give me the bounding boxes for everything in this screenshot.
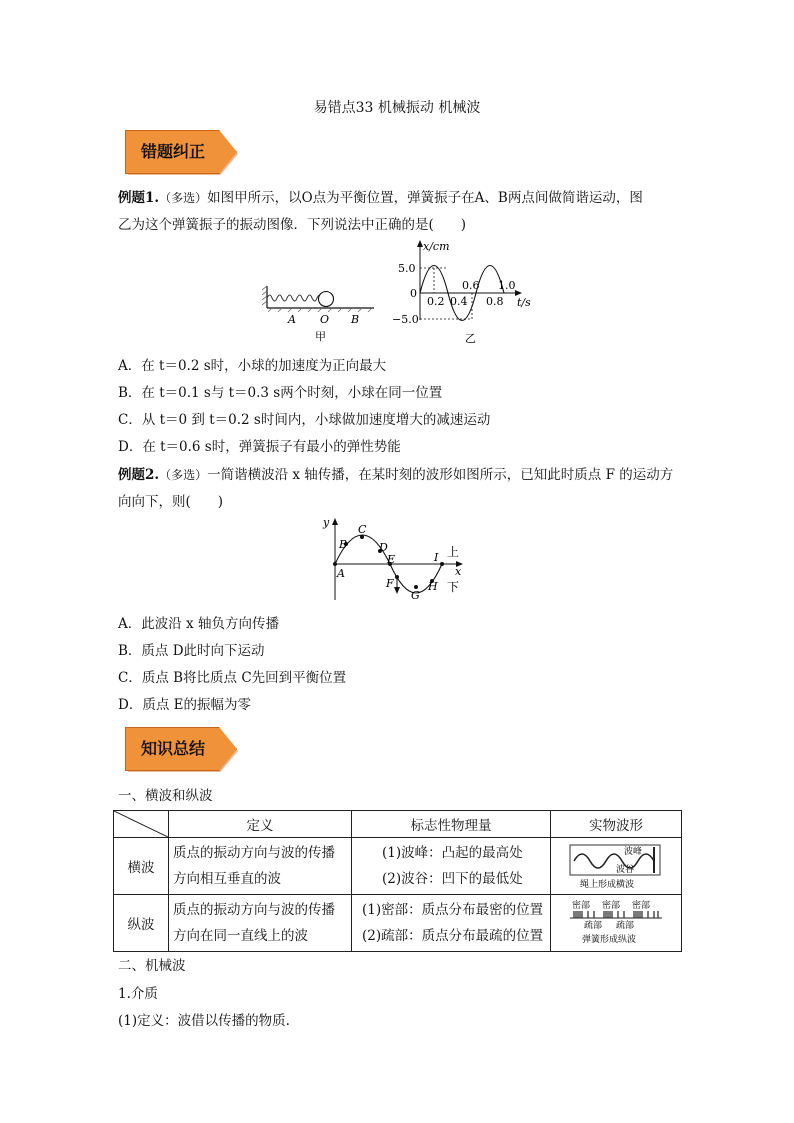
definition-line: 质点的振动方向与波的传播 (173, 902, 335, 918)
transverse-wave-image (551, 838, 682, 895)
point-C: C (358, 523, 367, 536)
point-H: H (428, 580, 438, 593)
example2-label: 例题2. (118, 467, 160, 483)
table-header-row (114, 811, 682, 838)
definition-line: 方向在同一直线上的波 (173, 928, 308, 944)
header-quantity: 标志性物理量 (352, 811, 551, 838)
definition-line: 方向相互垂直的波 (173, 871, 281, 887)
caption-rope-wave: 绳上形成横波 (580, 880, 635, 890)
example2-option-b: B．质点 D此时向下运动 (118, 643, 265, 659)
example2-option-a: A．此波沿 x 轴负方向传播 (118, 616, 279, 632)
banner-knowledge-summary (125, 727, 235, 769)
subsection-medium: 1.介质 (118, 986, 158, 1002)
point-I: I (434, 551, 439, 564)
label-B: B (351, 313, 360, 326)
transverse-wave-figure (320, 514, 470, 602)
example1-label: 例题1. (118, 190, 160, 206)
label-dense: 密部 (572, 901, 591, 911)
section-transverse-longitudinal: 一、横波和纵波 (118, 788, 213, 804)
medium-definition: (1)定义：波借以传播的物质. (118, 1013, 290, 1029)
label-trough: 波谷 (616, 865, 635, 875)
vibration-graph (390, 238, 540, 346)
example1-option-c: C．从 t＝0 到 t＝0.2 s时间内，小球做加速度增大的减速运动 (118, 412, 491, 428)
label-sparse: 疏部 (584, 921, 603, 931)
point-F: F (386, 577, 394, 590)
y-tick-origin: 0 (410, 287, 417, 300)
example2-option-d: D．质点 E的振幅为零 (118, 697, 251, 713)
quantity-line: (1)密部：质点分布最密的位置 (362, 902, 544, 918)
example2-option-c: C．质点 B将比质点 C先回到平衡位置 (118, 670, 347, 686)
page-title: 易错点33 机械振动 机械波 (313, 100, 481, 116)
y-tick-top: 5.0 (398, 262, 416, 275)
row-name-longitudinal: 纵波 (114, 895, 169, 952)
example1-line2: 乙为这个弹簧振子的振动图像．下列说法中正确的是( ) (118, 217, 467, 233)
label-down: 下 (447, 580, 460, 594)
example2-tag: （多选） (159, 468, 208, 482)
diagonal-header-cell (114, 811, 169, 838)
label-up: 上 (447, 545, 460, 559)
point-A: A (337, 567, 345, 580)
wave-comparison-table (113, 810, 682, 952)
x-axis-label: t/s (517, 296, 531, 309)
example1-option-d: D．在 t＝0.6 s时，弹簧振子有最小的弹性势能 (118, 439, 401, 455)
banner-label: 错题纠正 (141, 142, 206, 161)
example1-option-b: B．在 t＝0.1 s与 t＝0.3 s两个时刻，小球在同一位置 (118, 385, 443, 401)
example2-line2: 向向下，则( ) (118, 494, 224, 510)
t-tick-1.0: 1.0 (498, 279, 516, 292)
label-dense: 密部 (602, 901, 621, 911)
label-A: A (288, 313, 296, 326)
wave-x-label: x (455, 565, 462, 578)
longitudinal-wave-image (551, 895, 682, 952)
table-row (114, 838, 682, 895)
t-tick-0.6: 0.6 (462, 279, 480, 292)
quantity-cell (352, 895, 551, 952)
header-definition: 定义 (169, 811, 352, 838)
point-E: E (387, 553, 396, 566)
definition-cell (169, 838, 352, 895)
label-sparse: 疏部 (616, 921, 635, 931)
header-waveform: 实物波形 (551, 811, 682, 838)
t-tick-0.2: 0.2 (427, 295, 445, 308)
example1-tag: （多选） (159, 191, 208, 205)
quantity-line: (1)波峰：凸起的最高处 (382, 845, 523, 861)
wave-y-label: y (323, 516, 330, 529)
point-G: G (411, 589, 420, 602)
definition-line: 质点的振动方向与波的传播 (173, 845, 335, 861)
label-O: O (320, 313, 330, 326)
quantity-line: (2)波谷：凹下的最低处 (382, 871, 523, 887)
t-tick-0.4: 0.4 (450, 295, 468, 308)
example1-text1: 如图甲所示，以O点为平衡位置，弹簧振子在A、B两点间做简谐运动，图 (207, 190, 643, 206)
banner-error-correction (125, 130, 235, 172)
t-tick-0.8: 0.8 (486, 295, 504, 308)
row-name-transverse: 横波 (114, 838, 169, 895)
example1-option-a: A．在 t＝0.2 s时，小球的加速度为正向最大 (118, 358, 387, 374)
example2-line1 (118, 463, 673, 483)
point-B: B (339, 538, 348, 551)
quantity-cell (352, 838, 551, 895)
y-axis-label: x/cm (423, 240, 450, 253)
label-peak: 波峰 (624, 847, 643, 857)
y-tick-bottom: −5.0 (392, 313, 419, 326)
caption-yi: 乙 (465, 332, 476, 345)
spring-oscillator-figure (262, 284, 380, 344)
example1-line1 (118, 186, 643, 206)
example2-text1: 一简谐横波沿 x 轴传播，在某时刻的波形如图所示，已知此时质点 F 的运动方 (207, 467, 674, 483)
caption-spring-wave: 弹簧形成纵波 (582, 935, 637, 945)
caption-jia: 甲 (315, 330, 326, 343)
definition-cell (169, 895, 352, 952)
point-D: D (379, 541, 388, 554)
banner-label: 知识总结 (141, 739, 206, 758)
label-dense: 密部 (632, 901, 651, 911)
quantity-line: (2)疏部：质点分布最疏的位置 (362, 928, 544, 944)
table-row (114, 895, 682, 952)
section-mechanical-wave: 二、机械波 (118, 958, 186, 974)
